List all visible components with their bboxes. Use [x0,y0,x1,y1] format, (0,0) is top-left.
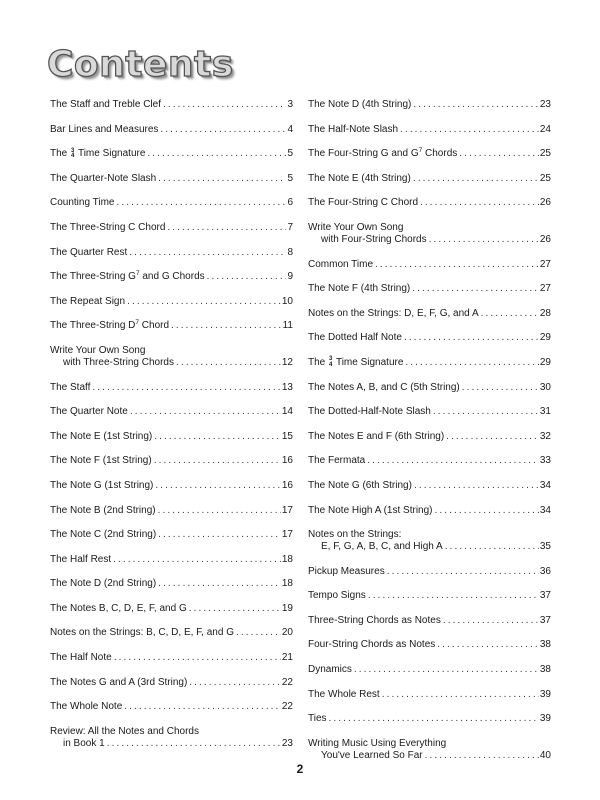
toc-entry-row [308,480,551,492]
toc-entry[interactable] [50,726,293,763]
toc-page-number: 40 [539,749,551,761]
dot-leader [481,308,539,320]
toc-entry-row [308,505,551,517]
toc-page-number: 29 [539,332,551,344]
dot-leader [189,603,281,615]
toc-page-number: 13 [281,381,293,393]
time-signature [71,149,74,160]
dot-leader [382,689,539,701]
page-number: 2 [296,762,304,776]
toc-entry-title-line1: Write Your Own Song [308,221,404,233]
toc-page-number: 20 [281,627,293,639]
toc-entry-row [308,332,551,344]
toc-entry-row [50,382,293,394]
toc-page-number: 23 [539,99,551,110]
toc-entry-row [50,738,293,750]
toc-entry-title: The Note C (2nd String) [50,529,157,541]
title-suffix: Chord [139,320,170,332]
toc-entry-row [308,382,551,394]
toc-entry-row [50,455,293,467]
toc-entry-title: The Quarter Rest [50,246,128,258]
toc-page-number: 14 [281,406,293,418]
dot-leader [154,455,281,467]
toc-entry-row [308,173,551,185]
toc-entry-title: with Three-String Chords [63,356,174,368]
dot-leader [387,566,539,578]
toc-page-number: 26 [539,197,551,209]
toc-left-column [50,99,293,762]
toc-entry[interactable] [308,689,551,714]
toc-page-number: 39 [539,688,551,700]
toc-entry-row [50,197,293,209]
toc-entry-title: Common Time [308,258,374,270]
toc-entry-row [50,505,293,517]
toc-entry-title: The Note D (4th String) [308,99,412,110]
toc-entry[interactable] [50,345,293,382]
toc-page-number: 32 [539,430,551,442]
toc-entry[interactable] [50,124,293,149]
toc-entry-title: The Note F (4th String) [308,283,411,295]
toc-entry-title [50,271,205,283]
dot-leader [420,197,539,209]
toc-entry[interactable] [308,455,551,480]
dot-leader [158,578,281,590]
dot-leader [147,148,286,160]
toc-page-number: 35 [539,541,551,553]
toc-entry-row [50,222,293,234]
toc-entry[interactable] [308,259,551,284]
toc-entry-title-line1: Write Your Own Song [50,344,146,356]
toc-page-number: 34 [539,504,551,516]
toc-entry-row [50,554,293,566]
toc-entry[interactable] [50,320,293,345]
toc-entry-title: The Repeat Sign [50,295,126,307]
dot-leader [329,713,539,725]
toc-entry-row [50,578,293,590]
dot-leader [154,431,281,443]
dot-leader [92,382,280,394]
toc-entry-title: The Staff [50,381,91,393]
toc-entry-title: Pickup Measures [308,565,385,577]
toc-entry-row [50,431,293,443]
toc-page-number: 16 [281,479,293,491]
toc-entry[interactable] [50,455,293,480]
toc-entry-title: The Notes B, C, D, E, F, and G [50,602,187,614]
toc-entry[interactable] [50,99,293,124]
toc-page-number: 38 [539,639,551,651]
toc-page-number: 17 [281,529,293,541]
toc-entry-title: The Half Note [50,652,112,664]
title-suffix: and G Chords [139,271,205,283]
toc-page-number: 37 [539,590,551,602]
toc-entry[interactable] [50,529,293,554]
toc-entry[interactable] [50,652,293,677]
toc-entry[interactable] [50,173,293,198]
toc-entry-title: The Note F (1st String) [50,455,152,467]
toc-page-number: 5 [287,148,293,160]
toc-entry-row [308,713,551,725]
dot-leader [413,173,539,185]
toc-entry-row [308,259,551,271]
toc-entry-title: You've Learned So Far [321,749,423,761]
toc-entry[interactable] [308,480,551,505]
toc-entry-title: The Half-Note Slash [308,123,399,135]
toc-entry-title: The Note E (1st String) [50,430,153,442]
toc-page-number: 23 [281,737,293,749]
toc-page-number: 21 [281,652,293,664]
toc-page-number: 22 [281,701,293,713]
time-signature [329,357,332,368]
toc-entry-title-line1: Notes on the Strings: [308,529,402,541]
toc-entry-title: The Notes E and F (6th String) [308,430,445,442]
toc-page-number: 15 [281,430,293,442]
toc-entry[interactable] [308,615,551,640]
toc-entry-row [50,480,293,492]
toc-page-number: 12 [281,356,293,368]
toc-page-number: 27 [539,283,551,295]
toc-entry-title: The Whole Rest [308,688,380,700]
superscript-seven: 7 [135,319,140,327]
toc-entry-row [50,320,293,332]
toc-entry-title: The Note G (6th String) [308,479,412,491]
title-prefix: The Four-String G and G [308,148,419,160]
toc-entry[interactable] [50,554,293,579]
dot-leader [107,738,281,750]
toc-entry[interactable] [308,406,551,431]
toc-entry-title: The Fermata [308,455,366,467]
toc-entry[interactable] [308,332,551,357]
toc-page-number: 3 [287,99,293,110]
toc-entry-title: Four-String Chords as Notes [308,639,436,651]
title-prefix: The Three-String G [50,271,136,283]
toc-entry[interactable] [50,406,293,431]
dot-leader [446,431,539,443]
toc-entry-row [308,615,551,627]
toc-entry-row [50,603,293,615]
dot-leader [130,406,281,418]
toc-entry-title: Counting Time [50,197,115,209]
toc-entry[interactable] [308,173,551,198]
toc-entry-title [308,148,457,160]
time-signature-top: 3 [329,356,333,363]
toc-entry[interactable] [308,590,551,615]
toc-entry-row [308,308,551,320]
toc-page-number: 24 [539,123,551,135]
toc-page-number: 27 [539,258,551,270]
toc-entry[interactable] [50,296,293,321]
toc-entry-row [50,124,293,136]
dot-leader [114,652,281,664]
toc-entry[interactable] [50,578,293,603]
toc-entry[interactable] [308,308,551,333]
toc-page-number: 29 [539,356,551,368]
toc-entry[interactable] [308,713,551,738]
toc-page-number: 33 [539,455,551,467]
toc-entry-title: The Quarter Note [50,406,128,418]
toc-page-number: 6 [287,197,293,209]
dot-leader [367,455,539,467]
toc-entry-row [50,701,293,713]
toc-page-number: 37 [539,614,551,626]
toc-entry[interactable] [308,222,551,259]
dot-leader [113,554,281,566]
toc-page-number: 5 [287,172,293,184]
toc-entry-row [50,271,293,283]
toc-entry[interactable] [308,99,551,124]
dot-leader [437,639,539,651]
toc-entry-row [308,566,551,578]
toc-entry-title: Bar Lines and Measures [50,123,159,135]
toc-entry-row [50,247,293,259]
toc-page-number: 18 [281,553,293,565]
dot-leader [189,677,281,689]
toc-page-number: 38 [539,664,551,676]
toc-entry-title: The Notes A, B, and C (5th String) [308,381,460,393]
toc-page-number: 11 [282,320,293,332]
toc-page-number: 22 [281,676,293,688]
toc-entry-row [50,99,293,111]
toc-entry[interactable] [308,639,551,664]
dot-leader [116,197,286,209]
toc-entry[interactable] [308,431,551,456]
title-prefix: The Three-String D [50,320,136,332]
toc-entry[interactable] [308,505,551,530]
toc-entry[interactable] [50,627,293,652]
toc-entry-row [50,357,293,369]
toc-entry[interactable] [50,148,293,173]
superscript-seven: 7 [418,147,423,155]
dot-leader [124,701,281,713]
toc-entry[interactable] [50,271,293,296]
dot-leader [129,247,286,259]
toc-entry-title: Notes on the Strings: B, C, D, E, F, and G [50,627,234,639]
toc-entry[interactable] [308,283,551,308]
dot-leader [207,271,287,283]
toc-page-number: 18 [281,578,293,590]
toc-page-number: 4 [287,123,293,135]
toc-entry-row [308,283,551,295]
toc-entry-title: in Book 1 [63,737,105,749]
toc-entry-title: The Quarter-Note Slash [50,172,157,184]
dot-leader [459,148,539,160]
toc-entry-row [308,455,551,467]
toc-entry[interactable] [308,664,551,689]
toc-entry-title-line1: Writing Music Using Everything [308,737,447,749]
toc-entry[interactable] [308,148,551,173]
title-suffix: Time Signature [333,356,404,368]
toc-entry[interactable] [308,529,551,566]
toc-entry-row [308,590,551,602]
toc-entry-row [50,627,293,639]
toc-entry[interactable] [308,124,551,149]
toc-entry-title: The Dotted Half Note [308,332,402,344]
dot-leader [158,529,281,541]
toc-entry-title: E, F, G, A, B, C, and High A [321,541,443,553]
title-suffix: Time Signature [75,148,146,160]
toc-entry-title: Ties [308,713,327,725]
toc-entry[interactable] [50,480,293,505]
toc-entry[interactable] [50,603,293,628]
toc-entry-title: The Note D (2nd String) [50,578,157,590]
toc-page-number: 25 [539,148,551,160]
dot-leader [412,283,539,295]
toc-entry[interactable] [308,382,551,407]
toc-entry-title: Tempo Signs [308,590,366,602]
toc-entry-row [308,431,551,443]
dot-leader [433,406,539,418]
toc-entry[interactable] [50,382,293,407]
title-prefix: The [308,356,329,368]
dot-leader [435,505,539,517]
toc-entry-row [308,234,551,246]
toc-entry-row [308,750,551,762]
toc-entry[interactable] [50,197,293,222]
toc-page-number: 17 [281,504,293,516]
dot-leader [171,320,282,332]
superscript-seven: 7 [135,270,140,278]
toc-entry-row [308,357,551,369]
toc-entry[interactable] [50,247,293,272]
toc-entry-title: The Note High A (1st String) [308,504,433,516]
toc-entry-row [308,689,551,701]
toc-entry-title-line1: Review: All the Notes and Chords [50,725,199,737]
toc-entry-row [308,197,551,209]
dot-leader [368,590,539,602]
toc-entry-row [308,124,551,136]
dot-leader [462,382,539,394]
toc-page-number: 28 [539,307,551,319]
time-signature-top: 3 [71,147,75,154]
toc-entry[interactable] [308,357,551,382]
toc-entry-row [50,173,293,185]
toc-entry-title: The Whole Note [50,701,123,713]
dot-leader [160,124,286,136]
toc-page-number: 10 [281,295,293,307]
dot-leader [163,99,286,111]
toc-entry-row [308,406,551,418]
toc-entry-title: The Dotted-Half-Note Slash [308,406,431,418]
toc-entry-title: The Four-String C Chord [308,197,419,209]
dot-leader [127,296,281,308]
toc-page-number: 7 [287,221,293,233]
toc-entry-title: The Three-String C Chord [50,221,166,233]
toc-entry-title [50,148,145,160]
toc-entry-row [50,529,293,541]
toc-entry-row [50,406,293,418]
toc-page-number: 31 [539,406,551,418]
dot-leader [167,222,286,234]
toc-entry-title: with Four-String Chords [321,233,427,245]
toc-page-number: 39 [539,713,551,725]
toc-entry-row [50,677,293,689]
toc-entry-title: The Note E (4th String) [308,172,411,184]
title-prefix: The [50,148,71,160]
page-title: Contents [47,44,234,85]
dot-leader [375,259,539,271]
toc-page-number: 8 [287,246,293,258]
toc-entry[interactable] [50,431,293,456]
title-suffix: Chords [422,148,458,160]
toc-entry-title [308,357,403,369]
toc-right-column [308,99,551,774]
toc-page-number: 34 [539,479,551,491]
dot-leader [400,124,539,136]
toc-page-number: 36 [539,565,551,577]
toc-entry-title: Three-String Chords as Notes [308,614,441,626]
toc-entry-row [50,652,293,664]
toc-page-number: 19 [281,602,293,614]
toc-entry-title: The Notes G and A (3rd String) [50,676,188,688]
dot-leader [404,332,539,344]
toc-entry-title: The Note G (1st String) [50,479,154,491]
toc-entry-row [308,99,551,111]
toc-entry-title: The Note B (2nd String) [50,504,156,516]
toc-entry-row [308,541,551,553]
toc-entry[interactable] [50,222,293,247]
dot-leader [445,541,539,553]
toc-page-number: 25 [539,172,551,184]
toc-entry-title: The Staff and Treble Clef [50,99,161,110]
toc-page-number: 26 [539,233,551,245]
toc-entry[interactable] [308,197,551,222]
time-signature-bottom: 4 [71,153,75,160]
toc-entry-title: Notes on the Strings: D, E, F, G, and A [308,307,479,319]
dot-leader [425,750,539,762]
toc-page-number: 16 [281,455,293,467]
dot-leader [155,480,281,492]
toc-entry[interactable] [50,505,293,530]
dot-leader [176,357,281,369]
toc-entry[interactable] [308,566,551,591]
dot-leader [158,505,281,517]
toc-entry-row [50,296,293,308]
dot-leader [405,357,538,369]
dot-leader [354,664,539,676]
time-signature-bottom: 4 [329,361,333,368]
toc-entry-title: The Half Rest [50,553,112,565]
dot-leader [429,234,539,246]
dot-leader [158,173,286,185]
toc-page-number: 9 [287,271,293,283]
toc-page-number: 30 [539,381,551,393]
toc-entry-row [50,148,293,160]
toc-entry-title: Dynamics [308,664,352,676]
dot-leader [413,99,539,111]
dot-leader [236,627,281,639]
toc-entry-title [50,320,169,332]
dot-leader [414,480,539,492]
toc-entry-row [308,664,551,676]
toc-entry[interactable] [50,701,293,726]
toc-entry-row [308,148,551,160]
toc-entry-row [308,639,551,651]
dot-leader [443,615,539,627]
toc-entry[interactable] [50,677,293,702]
